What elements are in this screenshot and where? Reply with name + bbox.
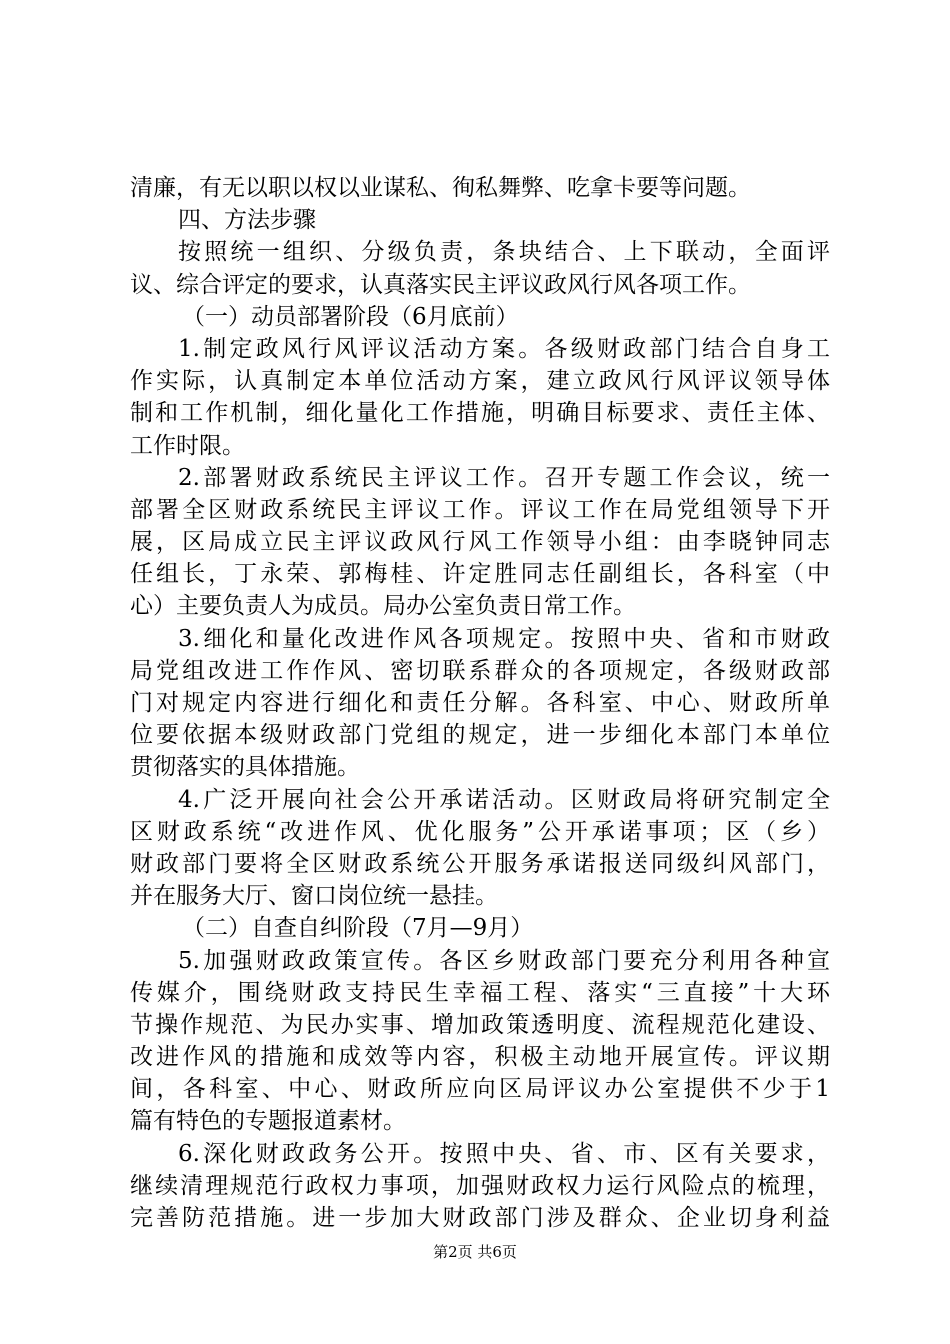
text-line: 传媒介，围绕财政支持民生幸福工程、落实“三直接”十大环 <box>130 979 830 1006</box>
text-line: 按照统一组织、分级负责，条块结合、上下联动，全面评 <box>178 239 830 266</box>
text-line: 间，各科室、中心、财政所应向区局评议办公室提供不少于1 <box>130 1076 830 1103</box>
text-line: 四、方法步骤 <box>178 207 316 234</box>
text-line: 区财政系统“改进作风、优化服务”公开承诺事项；区（乡） <box>130 818 830 845</box>
text-line: 位要依据本级财政部门党组的规定，进一步细化本部门本单位 <box>130 722 830 749</box>
text-line: 贯彻落实的具体措施。 <box>130 754 360 781</box>
text-line: 财政部门要将全区财政系统公开服务承诺报送同级纠风部门， <box>130 850 830 877</box>
text-line: 2.部署财政系统民主评议工作。召开专题工作会议，统一 <box>178 464 830 491</box>
text-line: （二）自查自纠阶段（7月—9月） <box>182 915 534 942</box>
text-line: 作实际，认真制定本单位活动方案，建立政风行风评议领导体 <box>130 368 830 395</box>
text-line: 部署全区财政系统民主评议工作。评议工作在局党组领导下开 <box>130 496 830 523</box>
text-line: 完善防范措施。进一步加大财政部门涉及群众、企业切身利益 <box>130 1205 830 1231</box>
text-line: （一）动员部署阶段（6月底前） <box>182 303 519 330</box>
text-line: 并在服务大厅、窗口岗位统一悬挂。 <box>130 883 498 910</box>
text-line: 局党组改进工作作风、密切联系群众的各项规定，各级财政部 <box>130 657 830 684</box>
text-line: 继续清理规范行政权力事项，加强财政权力运行风险点的梳理， <box>130 1172 830 1199</box>
text-line: 篇有特色的专题报道素材。 <box>130 1108 406 1135</box>
text-line: 议、综合评定的要求，认真落实民主评议政风行风各项工作。 <box>130 271 751 298</box>
text-line: 展，区局成立民主评议政风行风工作领导小组：由李晓钟同志 <box>130 529 830 556</box>
text-line: 门对规定内容进行细化和责任分解。各科室、中心、财政所单 <box>130 690 830 716</box>
text-line: 5.加强财政政策宣传。各区乡财政部门要充分利用各种宣 <box>178 947 830 974</box>
text-line: 清廉，有无以职以权以业谋私、徇私舞弊、吃拿卡要等问题。 <box>130 175 751 201</box>
page-footer: 第2页 共6页 <box>433 1243 517 1261</box>
text-line: 节操作规范、为民办实事、增加政策透明度、流程规范化建设、 <box>130 1011 830 1038</box>
text-line: 1.制定政风行风评议活动方案。各级财政部门结合自身工 <box>178 335 830 362</box>
text-line: 心）主要负责人为成员。局办公室负责日常工作。 <box>130 593 636 620</box>
text-line: 制和工作机制，细化量化工作措施，明确目标要求、责任主体、 <box>130 400 830 427</box>
text-line: 工作时限。 <box>130 432 245 459</box>
text-line: 改进作风的措施和成效等内容，积极主动地开展宣传。评议期 <box>130 1044 830 1071</box>
text-line: 任组长，丁永荣、郭梅桂、许定胜同志任副组长，各科室（中 <box>130 561 830 588</box>
text-line: 4.广泛开展向社会公开承诺活动。区财政局将研究制定全 <box>178 786 830 813</box>
text-line: 3.细化和量化改进作风各项规定。按照中央、省和市财政 <box>178 625 830 652</box>
document-body <box>130 172 830 1234</box>
text-line: 6.深化财政政务公开。按照中央、省、市、区有关要求， <box>178 1140 830 1167</box>
